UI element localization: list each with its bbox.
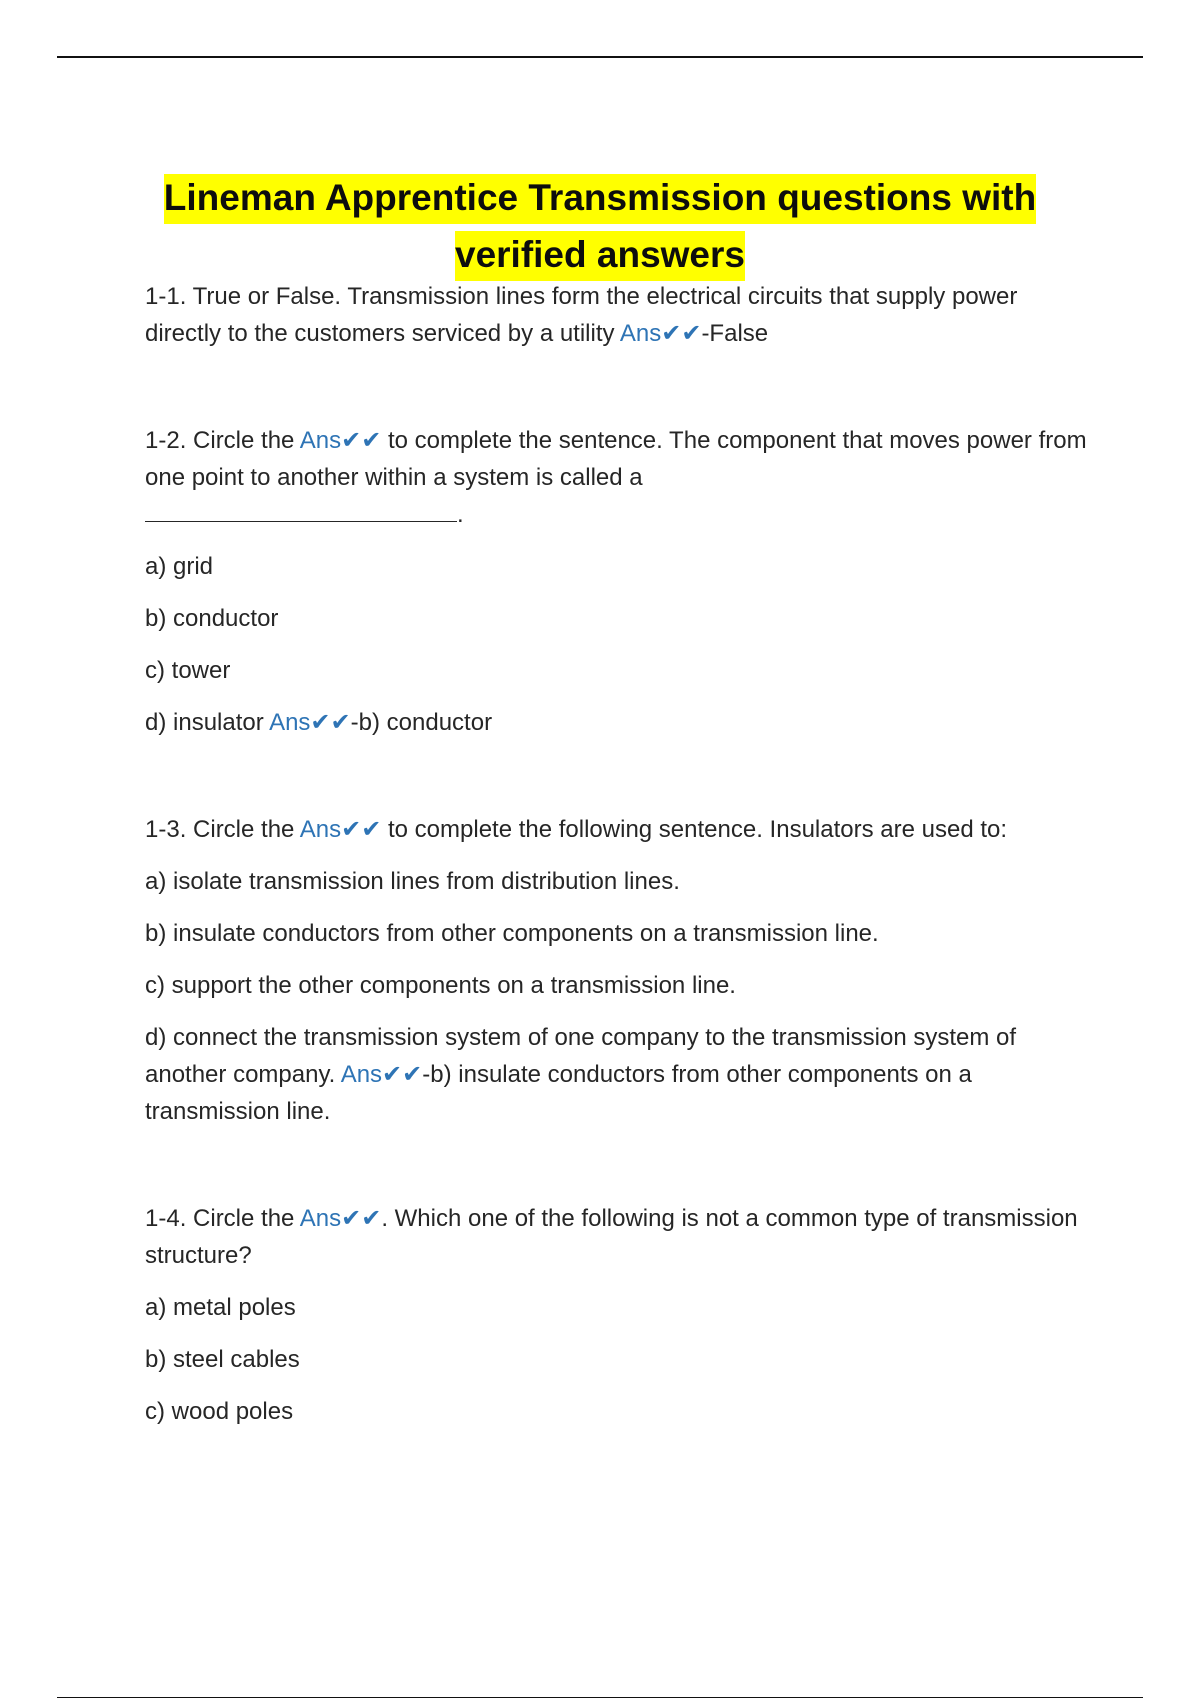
question-text-cont: . Which one of the following is not a common type of transmission structure? [145,1205,1078,1269]
question-text-cont: to complete the following sentence. Insulators are used to: [387,816,1008,843]
answer-marker: Ans✔✔ [299,816,382,843]
footer-rule [57,1697,1143,1698]
option-text: d) insulator [145,709,264,736]
document-title [120,169,1080,283]
answer-marker: Ans✔✔ [299,427,382,454]
question-text: 1-2. Circle the [145,427,295,454]
option-c: c) support the other components on a transmission line. [145,972,736,999]
document-body [145,278,1095,1445]
option-c: c) wood poles [145,1398,294,1425]
answer-text: -b) insulate conductors from other components on a transmission line. [145,1061,972,1125]
fill-in-blank [145,499,457,522]
option-c: c) tower [145,657,231,684]
spacer [145,367,1095,422]
option-d [145,1019,1095,1130]
title-highlight: Lineman Apprentice Transmission questions with verified answers [164,174,1036,281]
option-b: b) steel cables [145,1346,300,1373]
question-1-4 [145,1200,1095,1274]
option-b: b) conductor [145,605,279,632]
question-1-1 [145,278,1095,352]
answer-text: -b) conductor [350,709,493,736]
question-1-2 [145,422,1095,533]
blank-end: . [457,501,464,528]
option-a: a) isolate transmission lines from distribution lines. [145,868,680,895]
answer-marker: Ans✔✔ [299,1205,382,1232]
question-text: 1-1. True or False. Transmission lines form the electrical circuits that supply power directly to the customers serviced by a utility [145,283,1018,347]
question-1-3 [145,811,1095,848]
option-b: b) insulate conductors from other components on a transmission line. [145,920,879,947]
option-a: a) grid [145,553,214,580]
question-text-cont: to complete the sentence. The component that moves power from one point to another within a system is called a [145,427,1087,491]
answer-marker: Ans✔✔ [619,320,702,347]
question-text: 1-3. Circle the [145,816,295,843]
option-d [145,704,1095,741]
header-rule [57,56,1143,58]
spacer [145,1145,1095,1200]
spacer [145,756,1095,811]
answer-marker: Ans✔✔ [269,709,351,736]
question-text: 1-4. Circle the [145,1205,295,1232]
answer-marker: Ans✔✔ [340,1061,423,1088]
option-text: d) connect the transmission system of one company to the transmission system of another company. [145,1024,1017,1088]
option-a: a) metal poles [145,1294,296,1321]
answer-text: -False [701,320,769,347]
